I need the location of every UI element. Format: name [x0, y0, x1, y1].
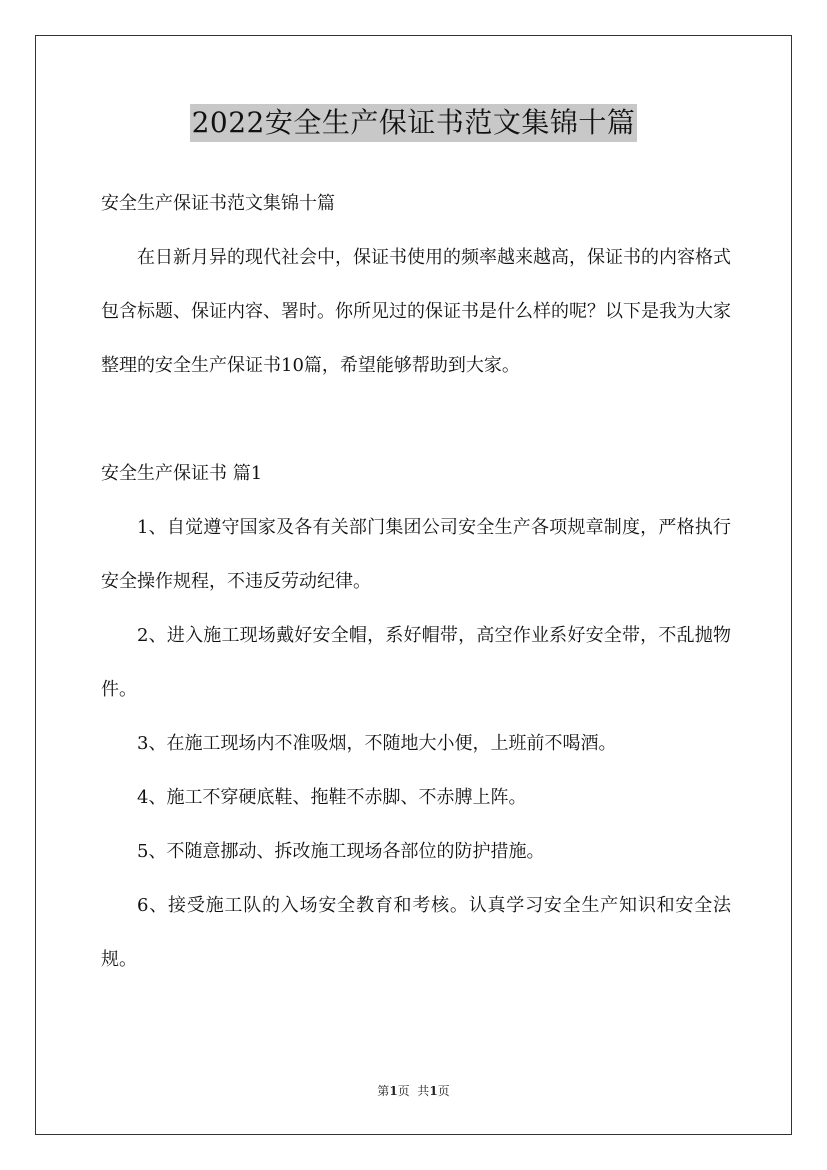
document-body: [101, 177, 731, 987]
document-subtitle: 安全生产保证书范文集锦十篇: [101, 193, 335, 214]
page-label-suffix: 页: [437, 1084, 450, 1098]
list-item: 3、在施工现场内不准吸烟，不随地大小便，上班前不喝酒。: [137, 733, 617, 754]
list-item: 1、自觉遵守国家及各有关部门集团公司安全生产各项规章制度，严格执行安全操作规程，不违反劳动纪律。: [101, 517, 731, 592]
page-label-prefix: 第: [377, 1084, 390, 1098]
list-item: 6、接受施工队的入场安全教育和考核。认真学习安全生产知识和安全法规。: [101, 895, 731, 970]
page-footer: [0, 1083, 827, 1099]
intro-paragraph: 在日新月异的现代社会中，保证书使用的频率越来越高，保证书的内容格式包含标题、保证内容、署时。你所见过的保证书是什么样的呢？以下是我为大家整理的安全生产保证书10篇，希望能够帮助到大家。: [101, 247, 731, 376]
list-item: 5、不随意挪动、拆改施工现场各部位的防护措施。: [137, 841, 545, 862]
document-title: 2022安全生产保证书范文集锦十篇: [190, 104, 638, 142]
section-heading: 安全生产保证书 篇1: [101, 463, 263, 484]
page-current: 1: [389, 1084, 398, 1098]
document-title-wrapper: [0, 104, 827, 142]
page-total: 1: [429, 1084, 438, 1098]
list-item: 4、施工不穿硬底鞋、拖鞋不赤脚、不赤膊上阵。: [137, 787, 527, 808]
page-label-mid: 页 共: [397, 1084, 430, 1098]
section-spacer: [101, 393, 731, 447]
list-item: 2、进入施工现场戴好安全帽，系好帽带，高空作业系好安全带，不乱抛物件。: [101, 625, 731, 700]
